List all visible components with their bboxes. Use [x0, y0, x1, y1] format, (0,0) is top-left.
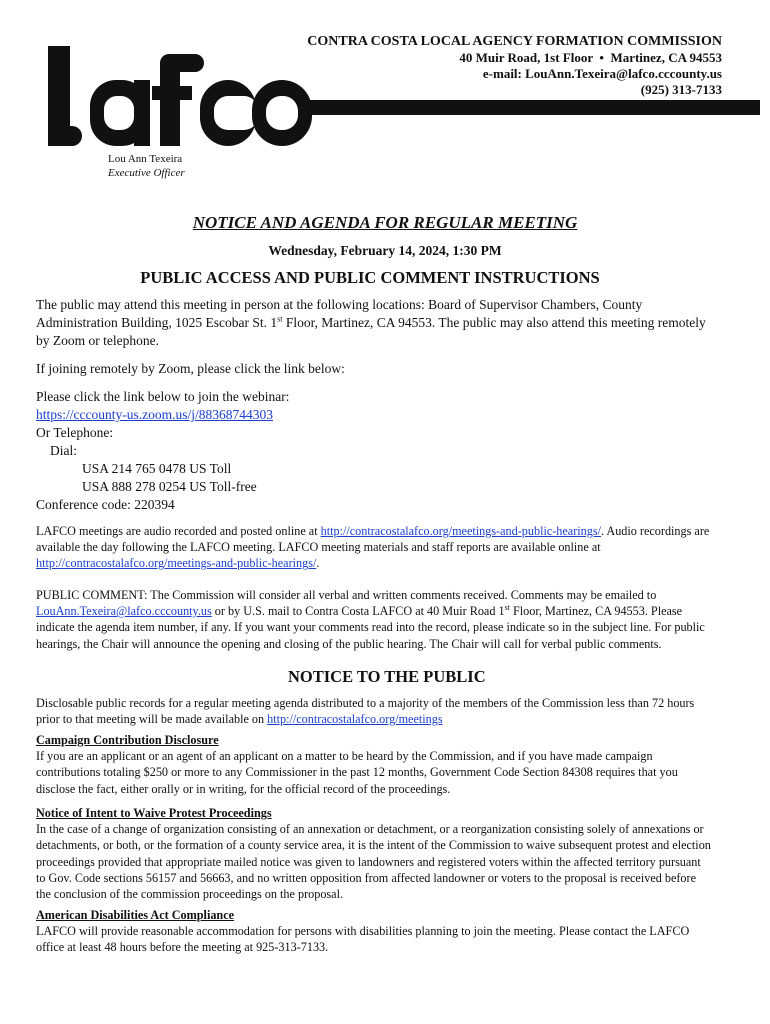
join-instructions: [36, 388, 289, 514]
page-title: NOTICE AND AGENDA FOR REGULAR MEETING: [192, 213, 578, 232]
waive-section: Notice of Intent to Waive Protest Proceedings In the case of a change of organization consisting of an annexation or detachment, or a reorganization consisting solely of annexations or detachments, or both, or the formation of a county service area, it is the intent of the Commission to waive subsequent protest and election proceedings provided that appropriate mailed notice was given to landowners and registered voters within the affected territory pursuant to Gov. Code sections 56157 and 56663, and no written opposition from affected landowner or voters to the proposal is received before the conclusion of the commission proceedings on the proposal.: [36, 806, 711, 902]
meeting-date: Wednesday, February 14, 2024, 1:30 PM: [268, 243, 502, 258]
bullet-icon: •: [599, 50, 604, 65]
toll-number: USA 214 765 0478 US Toll: [82, 461, 232, 476]
exec-name: Lou Ann Texeira: [108, 153, 183, 165]
disclosable-paragraph: Disclosable public records for a regular meeting agenda distributed to a majority of the members of the Commission less than 72 hours prior to that meeting will be made available on http://contracostalafco.org/meetings: [36, 696, 695, 727]
ada-heading: American Disabilities Act Compliance: [36, 908, 235, 922]
conference-code: Conference code: 220394: [36, 497, 175, 512]
org-name: CONTRA COSTA LOCAL AGENCY FORMATION COMMISSION: [307, 34, 722, 49]
public-access-heading: PUBLIC ACCESS AND PUBLIC COMMENT INSTRUCTIONS: [140, 268, 600, 287]
executive-officer: [108, 152, 185, 180]
notice-heading: NOTICE TO THE PUBLIC: [288, 667, 486, 686]
org-header: [307, 34, 722, 98]
org-email: e-mail: LouAnn.Texeira@lafco.cccounty.us: [482, 66, 722, 81]
telephone-label: Or Telephone:: [36, 425, 114, 440]
campaign-section: Campaign Contribution Disclosure If you are an applicant or an agent of an applicant on a matter to be heard by the Commission, and if you have made campaign contributions totaling $250 or more to any Commissioner in the past 12 months, Government Code Section 84308 requires that you disclose the fact, either orally or in writing, for the official record of the proceedings.: [36, 733, 678, 796]
attend-paragraph: The public may attend this meeting in person at the following locations: Board of Supervisor Chambers, County Administration Building, 1025 Escobar St. 1st Floor, Martinez, CA 94553. The public may also attend this meeting remotely by Zoom or telephone.: [36, 297, 706, 348]
org-phone: (925) 313-7133: [640, 82, 722, 97]
dial-label: Dial:: [50, 443, 77, 458]
records-link[interactable]: http://contracostalafco.org/meetings: [267, 712, 443, 727]
public-comment-paragraph: PUBLIC COMMENT: The Commission will consider all verbal and written comments received. Comments may be emailed to LouAnn.Texeira@lafco.cccounty.us or by U.S. mail to Contra Costa LAFCO at 40 Muir Road 1st Floor, Martinez, CA 94553. Please indicate the agenda item number, if any. If you want your comments read into the record, please indicate so in the subject line. For public hearings, the Chair will announce the opening and closing of the public hearing. The Chair will call for verbal public comments.: [36, 588, 705, 651]
ada-section: American Disabilities Act Compliance LAFCO will provide reasonable accommodation for persons with disabilities planning to join the meeting. Please contact the LAFCO office at least 48 hours before the meeting at 925-313-7133.: [36, 908, 690, 955]
toll-free-number: USA 888 278 0254 US Toll-free: [82, 479, 257, 494]
org-address: 40 Muir Road, 1st Floor • Martinez, CA 94553: [459, 50, 722, 65]
zoom-link[interactable]: https://cccounty-us.zoom.us/j/88368744303: [36, 407, 273, 422]
meetings-link[interactable]: http://contracostalafco.org/meetings-and-public-hearings/: [320, 524, 601, 538]
email-link[interactable]: LouAnn.Texeira@lafco.cccounty.us: [36, 604, 212, 619]
waive-heading: Notice of Intent to Waive Protest Proceedings: [36, 806, 272, 820]
exec-title: Executive Officer: [108, 167, 185, 179]
zoom-intro: If joining remotely by Zoom, please click the link below:: [36, 361, 345, 376]
join-line: Please click the link below to join the webinar:: [36, 389, 290, 404]
meetings-link-2[interactable]: http://contracostalafco.org/meetings-and-public-hearings/: [36, 556, 317, 571]
campaign-heading: Campaign Contribution Disclosure: [36, 733, 219, 747]
recording-paragraph: LAFCO meetings are audio recorded and posted online at http://contracostalafco.org/meetings-and-public-hearings/. Audio recordings are available the day following the LAFCO meeting. LAFCO meeting materials and staff reports are available online at http://contracostalafco.org/meetings-and-public-hearings/.: [36, 524, 710, 571]
